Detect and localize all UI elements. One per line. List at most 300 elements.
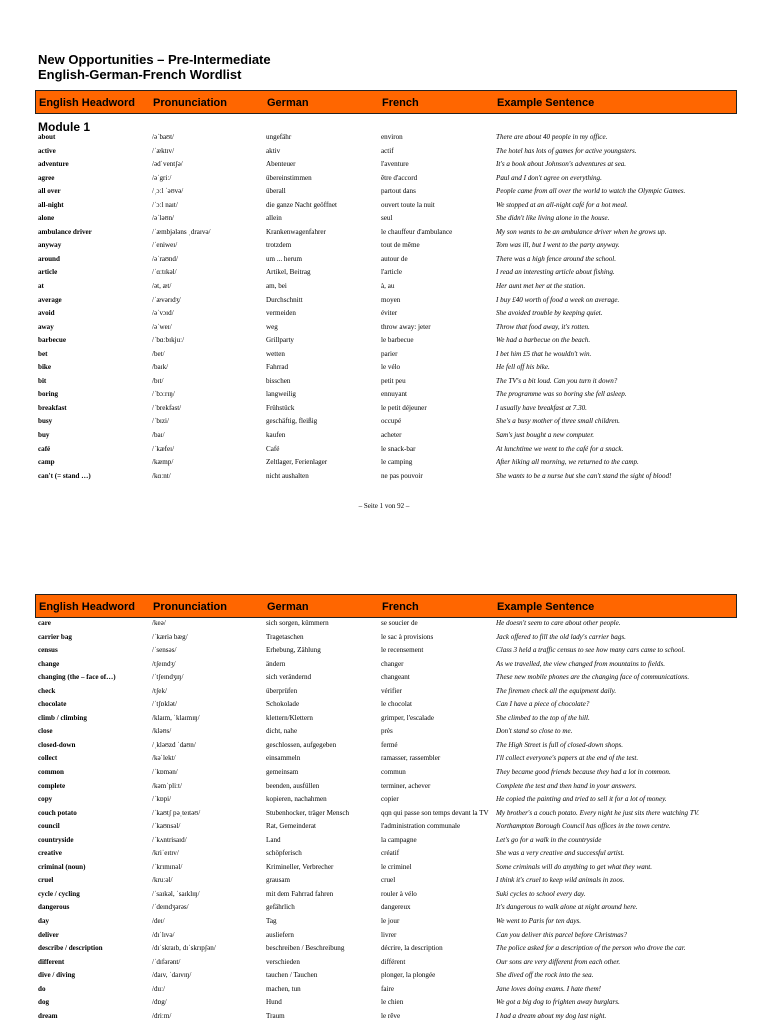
cell-pronunciation: /ˈæmbjələns ˌdraɪvə/ (152, 227, 211, 236)
cell-headword: council (38, 822, 60, 831)
cell-pronunciation: /dɪˈskraɪb, dɪˈskrɪpʃən/ (152, 944, 216, 953)
cell-german: überprüfen (266, 686, 298, 695)
cell-french: la campagne (381, 835, 417, 844)
cell-pronunciation: /əˈgriː/ (152, 173, 172, 182)
table-row (0, 944, 768, 958)
cell-headword: care (38, 619, 51, 627)
cell-french: le sac à provisions (381, 632, 434, 641)
table-row (0, 958, 768, 972)
cell-headword: ambulance driver (38, 227, 92, 236)
cell-pronunciation: /ˌɔːl ˈəʊvə/ (152, 187, 184, 196)
cell-pronunciation: /ət, æt/ (152, 282, 172, 291)
table-row (0, 795, 768, 809)
column-header-example: Example Sentence (497, 601, 595, 613)
table-row (0, 836, 768, 850)
cell-headword: climb / climbing (38, 713, 87, 722)
cell-example: They became good friends because they had a lot in common. (496, 768, 671, 777)
cell-headword: close (38, 727, 53, 736)
cell-french: autour de (381, 254, 408, 263)
cell-pronunciation: /əˈweɪ/ (152, 322, 172, 331)
cell-example: He fell off his bike. (496, 363, 550, 372)
cell-headword: café (38, 444, 51, 453)
cell-german: grausam (266, 876, 291, 885)
cell-german: Durchschnitt (266, 295, 303, 304)
cell-pronunciation: /ˈdɪfərənt/ (152, 957, 181, 966)
cell-headword: couch potato (38, 808, 77, 817)
cell-example: Can I have a piece of chocolate? (496, 700, 590, 709)
module-title: Module 1 (38, 120, 91, 134)
cell-example: The High Street is full of closed-down shops. (496, 740, 624, 749)
cell-german: dicht, nahe (266, 727, 298, 736)
cell-example: She didn't like living alone in the house. (496, 214, 610, 223)
column-header-french: French (382, 601, 419, 613)
wordlist-table-page2 (0, 619, 768, 1025)
table-row (0, 890, 768, 904)
cell-french: faire (381, 984, 394, 993)
cell-example: Can you deliver this parcel before Christmas? (496, 930, 628, 939)
cell-headword: collect (38, 754, 58, 763)
column-header-french: French (382, 97, 419, 109)
cell-example: It's dangerous to walk alone at night around here. (496, 903, 638, 912)
cell-headword: copy (38, 795, 53, 804)
cell-german: Abenteuer (266, 160, 296, 169)
table-row (0, 714, 768, 728)
cell-german: bisschen (266, 376, 291, 385)
table-row (0, 174, 768, 188)
cell-headword: describe / description (38, 944, 103, 953)
wordlist-table-page1 (0, 133, 768, 485)
cell-french: le chien (381, 998, 404, 1007)
cell-example: She climbed to the top of the hill. (496, 713, 590, 722)
cell-example: The programme was so boring she fell asleep. (496, 390, 627, 399)
cell-example: I had a dream about my dog last night. (496, 1011, 607, 1020)
cell-french: grimper, l'escalade (381, 713, 434, 722)
cell-pronunciation: /əˈbaʊt/ (152, 133, 175, 141)
cell-example: He doesn't seem to care about other people. (496, 619, 621, 627)
cell-example: There are about 40 people in my office. (496, 133, 608, 141)
cell-german: schöpferisch (266, 849, 302, 858)
table-row (0, 255, 768, 269)
table-row (0, 849, 768, 863)
cell-pronunciation: /ˈbɪzi/ (152, 417, 169, 426)
cell-french: qqn qui passe son temps devant la TV (381, 808, 489, 817)
cell-headword: complete (38, 781, 66, 790)
cell-german: sich sorgen, kümmern (266, 619, 329, 627)
cell-pronunciation: /ˈkæriə bæg/ (152, 632, 188, 641)
cell-french: petit peu (381, 376, 406, 385)
table-row (0, 228, 768, 242)
table-row (0, 201, 768, 215)
cell-example: Jack offered to fill the old lady's carrier bags. (496, 632, 626, 641)
cell-example: It's a book about Johnson's adventures at sea. (496, 160, 627, 169)
cell-pronunciation: /ˈkɒmən/ (152, 768, 178, 777)
cell-headword: at (38, 282, 44, 291)
cell-headword: different (38, 957, 65, 966)
cell-example: Some criminals will do anything to get what they want. (496, 862, 653, 871)
cell-headword: day (38, 917, 50, 926)
cell-german: sich verändernd (266, 673, 312, 682)
cell-french: parier (381, 349, 398, 358)
cell-pronunciation: /kæmp/ (152, 458, 174, 467)
table-row (0, 187, 768, 201)
cell-german: Fahrrad (266, 363, 289, 372)
cell-pronunciation: /ˈsaɪkəl, ˈsaɪklɪŋ/ (152, 889, 200, 898)
cell-headword: bet (38, 349, 48, 358)
cell-pronunciation: /ədˈventʃə/ (152, 160, 183, 169)
cell-german: weg (266, 322, 278, 331)
cell-headword: census (38, 646, 58, 655)
cell-german: tauchen / Tauchen (266, 971, 318, 980)
table-row (0, 768, 768, 782)
cell-headword: average (38, 295, 62, 304)
cell-example: As we travelled, the view changed from mountains to fields. (496, 659, 665, 668)
cell-headword: cycle / cycling (38, 889, 80, 898)
cell-french: le snack-bar (381, 444, 416, 453)
cell-example: Throw that food away, it's rotten. (496, 322, 590, 331)
cell-french: rouler à vélo (381, 889, 417, 898)
cell-german: einsammeln (266, 754, 301, 763)
cell-headword: deliver (38, 930, 59, 939)
cell-pronunciation: /baɪk/ (152, 363, 169, 372)
table-row (0, 147, 768, 161)
cell-french: commun (381, 768, 406, 777)
cell-pronunciation: /ˈkʌntrisaɪd/ (152, 835, 187, 844)
cell-headword: can't (= stand …) (38, 471, 91, 480)
table-row (0, 1012, 768, 1025)
cell-german: gemeinsam (266, 768, 299, 777)
cell-german: ausliefern (266, 930, 294, 939)
cell-german: Zeltlager, Ferienlager (266, 458, 328, 467)
cell-german: ungefähr (266, 133, 292, 141)
cell-french: ouvert toute la nuit (381, 200, 435, 209)
cell-headword: article (38, 268, 58, 277)
table-row (0, 390, 768, 404)
cell-headword: creative (38, 849, 62, 858)
table-row (0, 998, 768, 1012)
cell-german: um ... herum (266, 254, 303, 263)
table-row (0, 741, 768, 755)
cell-pronunciation: /kəˈlekt/ (152, 754, 176, 763)
cell-french: le recensement (381, 646, 424, 655)
cell-example: The hotel has lots of games for active youngsters. (496, 146, 637, 155)
table-row (0, 282, 768, 296)
cell-example: Northampton Borough Council has offices in the town centre. (496, 822, 671, 831)
table-row (0, 214, 768, 228)
cell-pronunciation: /kləʊs/ (152, 727, 172, 736)
table-row (0, 268, 768, 282)
cell-pronunciation: /ˈɑːtɪkəl/ (152, 268, 177, 277)
column-header-english: English Headword (39, 601, 135, 613)
cell-headword: alone (38, 214, 55, 223)
cell-example: The TV's a bit loud. Can you turn it down? (496, 376, 618, 385)
cell-german: verschieden (266, 957, 300, 966)
cell-german: Tragetaschen (266, 632, 304, 641)
cell-french: changeant (381, 673, 410, 682)
cell-german: mit dem Fahrrad fahren (266, 889, 334, 898)
table-row (0, 458, 768, 472)
cell-headword: agree (38, 173, 55, 182)
cell-pronunciation: /dɪˈlɪvə/ (152, 930, 175, 939)
table-row (0, 917, 768, 931)
table-row (0, 445, 768, 459)
cell-headword: bike (38, 363, 52, 372)
cell-pronunciation: /ˈævərɪdʒ/ (152, 295, 181, 304)
cell-pronunciation: /ˈtʃɒklət/ (152, 700, 177, 709)
cell-french: décrire, la description (381, 944, 443, 953)
cell-pronunciation: /kruːəl/ (152, 876, 173, 885)
cell-french: le criminel (381, 862, 412, 871)
cell-german: aktiv (266, 146, 281, 155)
table-row (0, 323, 768, 337)
cell-pronunciation: /driːm/ (152, 1011, 172, 1020)
table-row (0, 417, 768, 431)
cell-example: Jane loves doing exams. I hate them! (496, 984, 601, 993)
table-row (0, 404, 768, 418)
cell-french: ne pas pouvoir (381, 471, 423, 480)
table-row (0, 700, 768, 714)
table-row (0, 350, 768, 364)
cell-german: geschäftig, fleißig (266, 417, 318, 426)
cell-german: Grillparty (266, 336, 294, 345)
cell-french: throw away: jeter (381, 322, 431, 331)
cell-headword: countryside (38, 835, 74, 844)
cell-example: Her aunt met her at the station. (496, 282, 586, 291)
table-row (0, 754, 768, 768)
table-row (0, 673, 768, 687)
cell-example: She wants to be a nurse but she can't stand the sight of blood! (496, 471, 672, 480)
cell-french: environ (381, 133, 403, 141)
column-header-pronunciation: Pronunciation (153, 601, 227, 613)
cell-french: le petit déjeuner (381, 403, 427, 412)
table-row (0, 863, 768, 877)
cell-french: le barbecue (381, 336, 414, 345)
cell-french: être d'accord (381, 173, 418, 182)
column-header-german: German (267, 601, 309, 613)
cell-headword: active (38, 146, 56, 155)
cell-french: acheter (381, 431, 402, 440)
cell-headword: criminal (noun) (38, 862, 86, 871)
cell-pronunciation: /tʃek/ (152, 686, 167, 695)
cell-pronunciation: /ˌkləʊzd ˈdaʊn/ (152, 740, 196, 749)
cell-example: We went to Paris for ten days. (496, 917, 582, 926)
cell-french: l'aventure (381, 160, 409, 169)
cell-headword: closed-down (38, 740, 76, 749)
cell-headword: bit (38, 376, 47, 385)
cell-pronunciation: /baɪ/ (152, 431, 165, 440)
cell-pronunciation: /daɪv, ˈdaɪvɪŋ/ (152, 971, 192, 980)
cell-french: différent (381, 957, 406, 966)
table-row (0, 472, 768, 486)
cell-pronunciation: /kriˈeɪtɪv/ (152, 849, 179, 858)
cell-german: kaufen (266, 431, 286, 440)
cell-example: I read an interesting article about fishing. (496, 268, 615, 277)
cell-german: Traum (266, 1011, 285, 1020)
cell-headword: about (38, 133, 56, 141)
table-row (0, 660, 768, 674)
cell-headword: camp (38, 458, 55, 467)
cell-pronunciation: /əˈraʊnd/ (152, 254, 178, 263)
cell-french: actif (381, 146, 394, 155)
table-row (0, 646, 768, 660)
cell-example: We stopped at an all-night café for a hot meal. (496, 200, 628, 209)
cell-example: Paul and I don't agree on everything. (496, 173, 602, 182)
table-row (0, 903, 768, 917)
table-row (0, 782, 768, 796)
cell-example: I'll collect everyone's papers at the end of the test. (496, 754, 639, 763)
table-row (0, 133, 768, 147)
cell-german: Krankenwagenfahrer (266, 227, 326, 236)
cell-example: Sam's just bought a new computer. (496, 431, 595, 440)
cell-french: tout de même (381, 241, 420, 250)
cell-pronunciation: /ˈæktɪv/ (152, 146, 175, 155)
cell-french: créatif (381, 849, 400, 858)
cell-german: Land (266, 835, 281, 844)
cell-pronunciation: /tʃeɪndʒ/ (152, 659, 176, 668)
table-row (0, 309, 768, 323)
page-footer: – Seite 1 von 92 – (358, 502, 410, 510)
cell-pronunciation: /ˈkaʊnsəl/ (152, 822, 181, 831)
cell-example: He copied the painting and tried to sell it for a lot of money. (496, 795, 667, 804)
cell-pronunciation: /ˈtʃeɪndʒɪŋ/ (152, 673, 184, 682)
cell-german: klettern/Klettern (266, 713, 313, 722)
cell-french: le chocolat (381, 700, 412, 709)
cell-pronunciation: /klaɪm, ˈklaɪmɪŋ/ (152, 713, 200, 722)
cell-headword: dive / diving (38, 971, 76, 980)
cell-example: She was a very creative and successful artist. (496, 849, 625, 858)
cell-headword: anyway (38, 241, 62, 250)
cell-example: Let's go for a walk in the countryside (496, 835, 602, 844)
table-row (0, 241, 768, 255)
cell-pronunciation: /ˈdeɪndʒərəs/ (152, 903, 189, 912)
cell-german: die ganze Nacht geöffnet (266, 200, 337, 209)
column-header-pronunciation: Pronunciation (153, 97, 227, 109)
cell-french: se soucier de (381, 619, 418, 627)
cell-french: occupé (381, 417, 402, 426)
column-header-example: Example Sentence (497, 97, 595, 109)
table-row (0, 727, 768, 741)
cell-french: terminer, achever (381, 781, 431, 790)
cell-french: près (381, 727, 393, 736)
cell-german: ändern (266, 659, 286, 668)
cell-french: vérifier (381, 686, 402, 695)
cell-headword: changing (the – face of…) (38, 673, 116, 682)
cell-example: My brother's a couch potato. Every night he just sits there watching TV. (496, 808, 700, 817)
cell-headword: dream (38, 1011, 58, 1020)
cell-german: wetten (266, 349, 285, 358)
cell-french: moyen (381, 295, 401, 304)
table-row (0, 296, 768, 310)
cell-pronunciation: /dɒg/ (152, 998, 167, 1007)
cell-french: ennuyant (381, 390, 408, 399)
table-row (0, 160, 768, 174)
table-row (0, 377, 768, 391)
cell-headword: all-night (38, 200, 64, 209)
cell-french: à, au (381, 282, 395, 291)
cell-french: l'administration communale (381, 822, 461, 831)
cell-pronunciation: /ˈkɒpi/ (152, 795, 172, 804)
cell-german: beenden, ausfüllen (266, 781, 320, 790)
cell-german: kopieren, nachahmen (266, 795, 327, 804)
table-row (0, 336, 768, 350)
cell-german: Tag (266, 917, 277, 926)
cell-french: éviter (381, 309, 398, 318)
table-row (0, 931, 768, 945)
cell-headword: carrier bag (38, 632, 72, 641)
cell-example: She's a busy mother of three small children. (496, 417, 620, 426)
cell-french: cruel (381, 876, 396, 885)
cell-example: The police asked for a description of the person who drove the car. (496, 944, 686, 953)
cell-example: Tom was ill, but I went to the party anyway. (496, 241, 620, 250)
cell-german: Café (266, 444, 280, 453)
cell-pronunciation: /keə/ (152, 619, 166, 627)
cell-german: Krimineller, Verbrecher (266, 862, 334, 871)
cell-french: copier (381, 795, 399, 804)
table-row (0, 971, 768, 985)
cell-example: After hiking all morning, we returned to the camp. (496, 458, 639, 467)
table-row (0, 985, 768, 999)
cell-pronunciation: /ˈbɑːbɪkjuː/ (152, 336, 185, 345)
cell-pronunciation: /ˈkrɪmɪnəl/ (152, 862, 183, 871)
cell-german: langweilig (266, 390, 296, 399)
cell-pronunciation: /ˈɔːl naɪt/ (152, 200, 178, 209)
cell-pronunciation: /ˈbɔːrɪŋ/ (152, 390, 175, 399)
cell-headword: breakfast (38, 403, 67, 412)
cell-german: nicht aushalten (266, 471, 309, 480)
table-row (0, 809, 768, 823)
table-row (0, 431, 768, 445)
cell-german: allein (266, 214, 282, 223)
cell-french: seul (381, 214, 393, 223)
table-row (0, 687, 768, 701)
cell-example: I usually have breakfast at 7.30. (496, 403, 587, 412)
cell-german: machen, tun (266, 984, 301, 993)
cell-headword: adventure (38, 160, 69, 169)
cell-pronunciation: /bet/ (152, 349, 165, 358)
cell-example: At lunchtime we went to the café for a snack. (496, 444, 624, 453)
cell-german: Artikel, Beitrag (266, 268, 311, 277)
table-header-page2 (35, 594, 737, 618)
cell-french: dangereux (381, 903, 411, 912)
cell-pronunciation: /deɪ/ (152, 917, 165, 926)
cell-headword: dangerous (38, 903, 70, 912)
cell-headword: chocolate (38, 700, 67, 709)
cell-example: The firemen check all the equipment daily. (496, 686, 617, 695)
cell-headword: away (38, 322, 54, 331)
cell-headword: do (38, 984, 46, 993)
cell-german: gefährlich (266, 903, 295, 912)
cell-example: I buy £40 worth of food a week on average. (496, 295, 620, 304)
cell-french: livrer (381, 930, 397, 939)
table-row (0, 633, 768, 647)
cell-example: Our sons are very different from each other. (496, 957, 621, 966)
document-title: New Opportunities – Pre-Intermediate (38, 52, 271, 67)
cell-pronunciation: /duː/ (152, 984, 166, 993)
table-row (0, 822, 768, 836)
cell-example: Complete the test and then hand in your answers. (496, 781, 637, 790)
cell-headword: common (38, 768, 65, 777)
cell-french: le jour (381, 917, 400, 926)
cell-example: Class 3 held a traffic census to see how many cars came to school. (496, 646, 686, 655)
cell-pronunciation: /ˈsensəs/ (152, 646, 177, 655)
table-row (0, 363, 768, 377)
cell-german: Rat, Gemeinderat (266, 822, 317, 831)
cell-example: We got a big dog to frighten away burglars. (496, 998, 620, 1007)
cell-french: le camping (381, 458, 413, 467)
cell-example: Suki cycles to school every day. (496, 889, 586, 898)
cell-german: Hund (266, 998, 282, 1007)
cell-pronunciation: /kəmˈpliːt/ (152, 781, 182, 790)
cell-french: partout dans (381, 187, 416, 196)
